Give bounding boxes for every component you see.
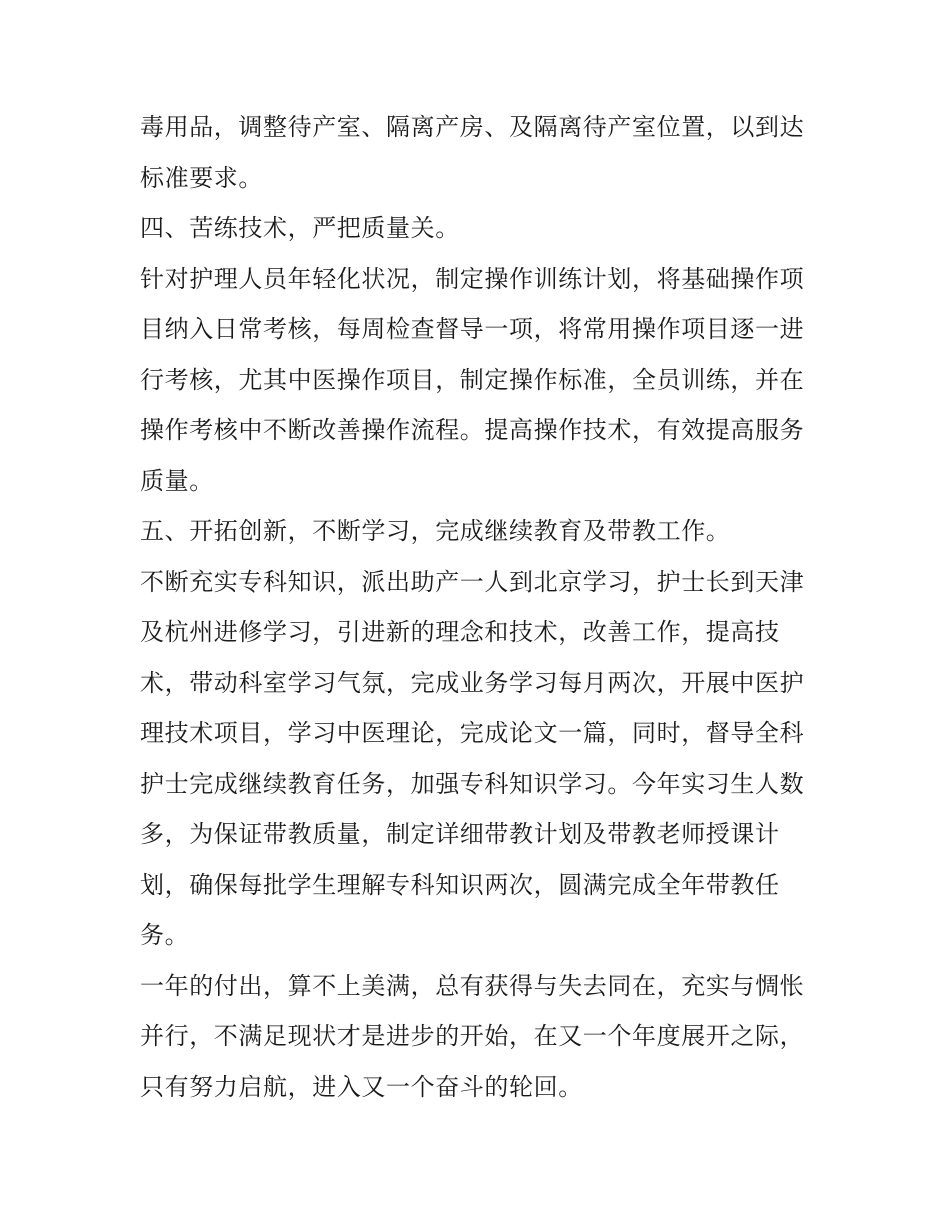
text-line: 一年的付出，算不上美满，总有获得与失去同在，充实与惆怅 — [140, 971, 805, 1000]
text-line: 目纳入日常考核，每周检查督导一项，将常用操作项目逐一进 — [140, 315, 805, 343]
text-line: 理技术项目，学习中医理论，完成论文一篇，同时，督导全科 — [140, 719, 805, 747]
text-line: 只有努力启航，进入又一个奋斗的轮回。 — [140, 1072, 583, 1101]
document-body — [140, 102, 830, 1112]
text-line: 划，确保每批学生理解专科知识两次，圆满完成全年带教任 — [140, 870, 780, 899]
text-line: 质量。 — [140, 466, 214, 495]
text-line: 术，带动科室学习气氛，完成业务学习每月两次，开展中医护 — [140, 668, 805, 697]
section-heading: 四、苦练技术，严把质量关。 — [140, 214, 460, 242]
text-line: 操作考核中不断改善操作流程。提高操作技术，有效提高服务 — [140, 416, 805, 444]
text-line: 务。 — [140, 921, 190, 949]
text-line: 多，为保证带教质量，制定详细带教计划及带教老师授课计 — [140, 820, 780, 848]
section-heading: 五、开拓创新，不断学习，完成继续教育及带教工作。 — [140, 517, 731, 545]
text-line: 针对护理人员年轻化状况，制定操作训练计划，将基础操作项 — [140, 264, 805, 293]
text-line: 并行，不满足现状才是进步的开始，在又一个年度展开之际， — [140, 1022, 805, 1050]
text-line: 及杭州进修学习，引进新的理念和技术，改善工作，提高技 — [140, 618, 780, 646]
text-line: 护士完成继续教育任务，加强专科知识学习。今年实习生人数 — [140, 769, 805, 798]
text-line: 不断充实专科知识，派出助产一人到北京学习，护士长到天津 — [140, 567, 805, 596]
text-line: 毒用品，调整待产室、隔离产房、及隔离待产室位置，以到达 — [140, 113, 805, 141]
text-line: 标准要求。 — [140, 163, 263, 192]
text-line: 行考核，尤其中医操作项目，制定操作标准，全员训练，并在 — [140, 365, 805, 394]
